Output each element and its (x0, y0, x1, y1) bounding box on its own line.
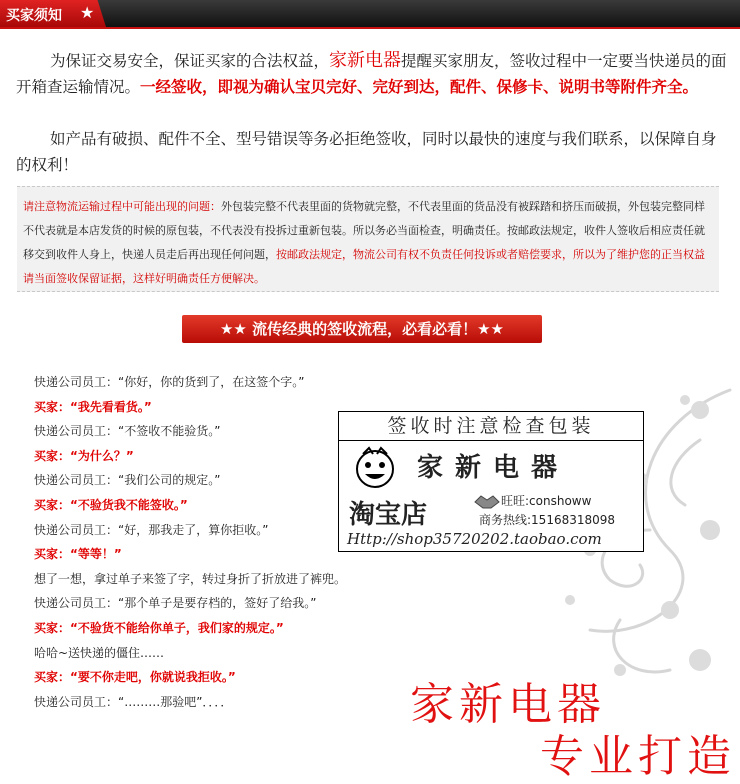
star-icon: ★ (80, 3, 95, 22)
intro-paragraph-2 (16, 126, 728, 178)
dialogue-line: 快递公司员工：“好，那我走了，算你拒收。” (34, 522, 269, 537)
dialogue-line: 快递公司员工：“你好，你的货到了，在这签个字。” (34, 375, 305, 389)
intro-text-b: 提醒买家朋友，签收过程中一定要当快递员的面开箱查运输情况。 (16, 52, 727, 96)
flow-banner: ★★ 流传经典的签收流程，必看必看！★★ (182, 315, 542, 343)
notice-text: 外包装完整不代表里面的货物就完整，不代表里面的货品没有被踩踏和挤压而破损，外包装完整同样不代表就是本店发货的时候的原包装，不代表没有投拆过重新包装。所以务必当面检查，明确责任。按邮政法规定，收件人签收后相应责任就移交到收件人身上，快递人员走后再出现任何问题， (23, 200, 705, 261)
dialogue-line: 买家：“等等！” (34, 547, 122, 562)
shop-card (338, 411, 644, 552)
notice-red-tail: 所以为了维护您的正当权益请当面签收保留证据，这样好明确责任方便解决。 (23, 248, 705, 285)
dialogue-line: 哈哈~送快递的僵住…… (34, 645, 165, 660)
dialogue-line: 买家：“我先看看货。” (34, 399, 152, 414)
dialogue-line: 想了一想，拿过单子来签了字，转过身折了折放进了裤兜。 (34, 571, 347, 586)
card-taobao: 淘宝店 (349, 500, 428, 530)
intro-red-warning: 一经签收，即视为确认宝贝完好、完好到达，配件、保修卡、说明书等附件齐全。 (140, 78, 699, 96)
dialogue-line: 买家：“为什么？” (34, 448, 134, 463)
header-bar (0, 0, 740, 29)
dialogue-line: 买家：“不验货不能给你单子，我们家的规定。” (34, 620, 284, 635)
intro-brand: 家新电器 (329, 50, 402, 71)
dialogue-line: 快递公司员工：“不签收不能验货。” (34, 424, 221, 439)
dialogue-line: 快递公司员工：“那个单子是要存档的，签好了给我。” (34, 596, 317, 611)
dialogue-line: 买家：“不验货我不能签收。” (34, 497, 188, 512)
intro-paragraph-1 (16, 48, 728, 100)
intro-text-2: 如产品有破损、配件不全、型号错误等务必拒绝签收，同时以最快的速度与我们联系，以保障自身的权利！ (16, 130, 717, 174)
intro-text-a: 为保证交易安全，保证买家的合法权益， (50, 52, 330, 70)
handshake-icon (473, 490, 501, 512)
dialogue-list (34, 370, 364, 714)
card-shop-name: 家新电器 (417, 453, 570, 483)
signature-line-1: 家新电器 (410, 679, 606, 730)
notice-red-mid: 按邮政法规定，物流公司有权不负责任何投诉或者赔偿要求， (276, 248, 573, 261)
card-wangwang: 旺旺:conshoww (501, 494, 592, 508)
notice-box (17, 186, 719, 292)
notice-red-lead: 请注意物流运输过程中可能出现的问题： (23, 200, 221, 213)
signature-line-2: 专业打造 (540, 731, 736, 782)
card-hotline: 商务热线:15168318098 (479, 513, 616, 527)
dialogue-line: 快递公司员工：“我们公司的规定。” (34, 473, 221, 488)
dialogue-line: 买家：“要不你走吧，你就说我拒收。” (34, 670, 236, 685)
mascot-icon (353, 446, 397, 490)
header-title: 买家须知 (6, 8, 62, 24)
card-url: Http://shop35720202.taobao.com (347, 530, 602, 548)
dialogue-line: 快递公司员工：“………那验吧”．．．． (34, 694, 233, 709)
card-heading: 签收时注意检查包装 (339, 412, 643, 441)
